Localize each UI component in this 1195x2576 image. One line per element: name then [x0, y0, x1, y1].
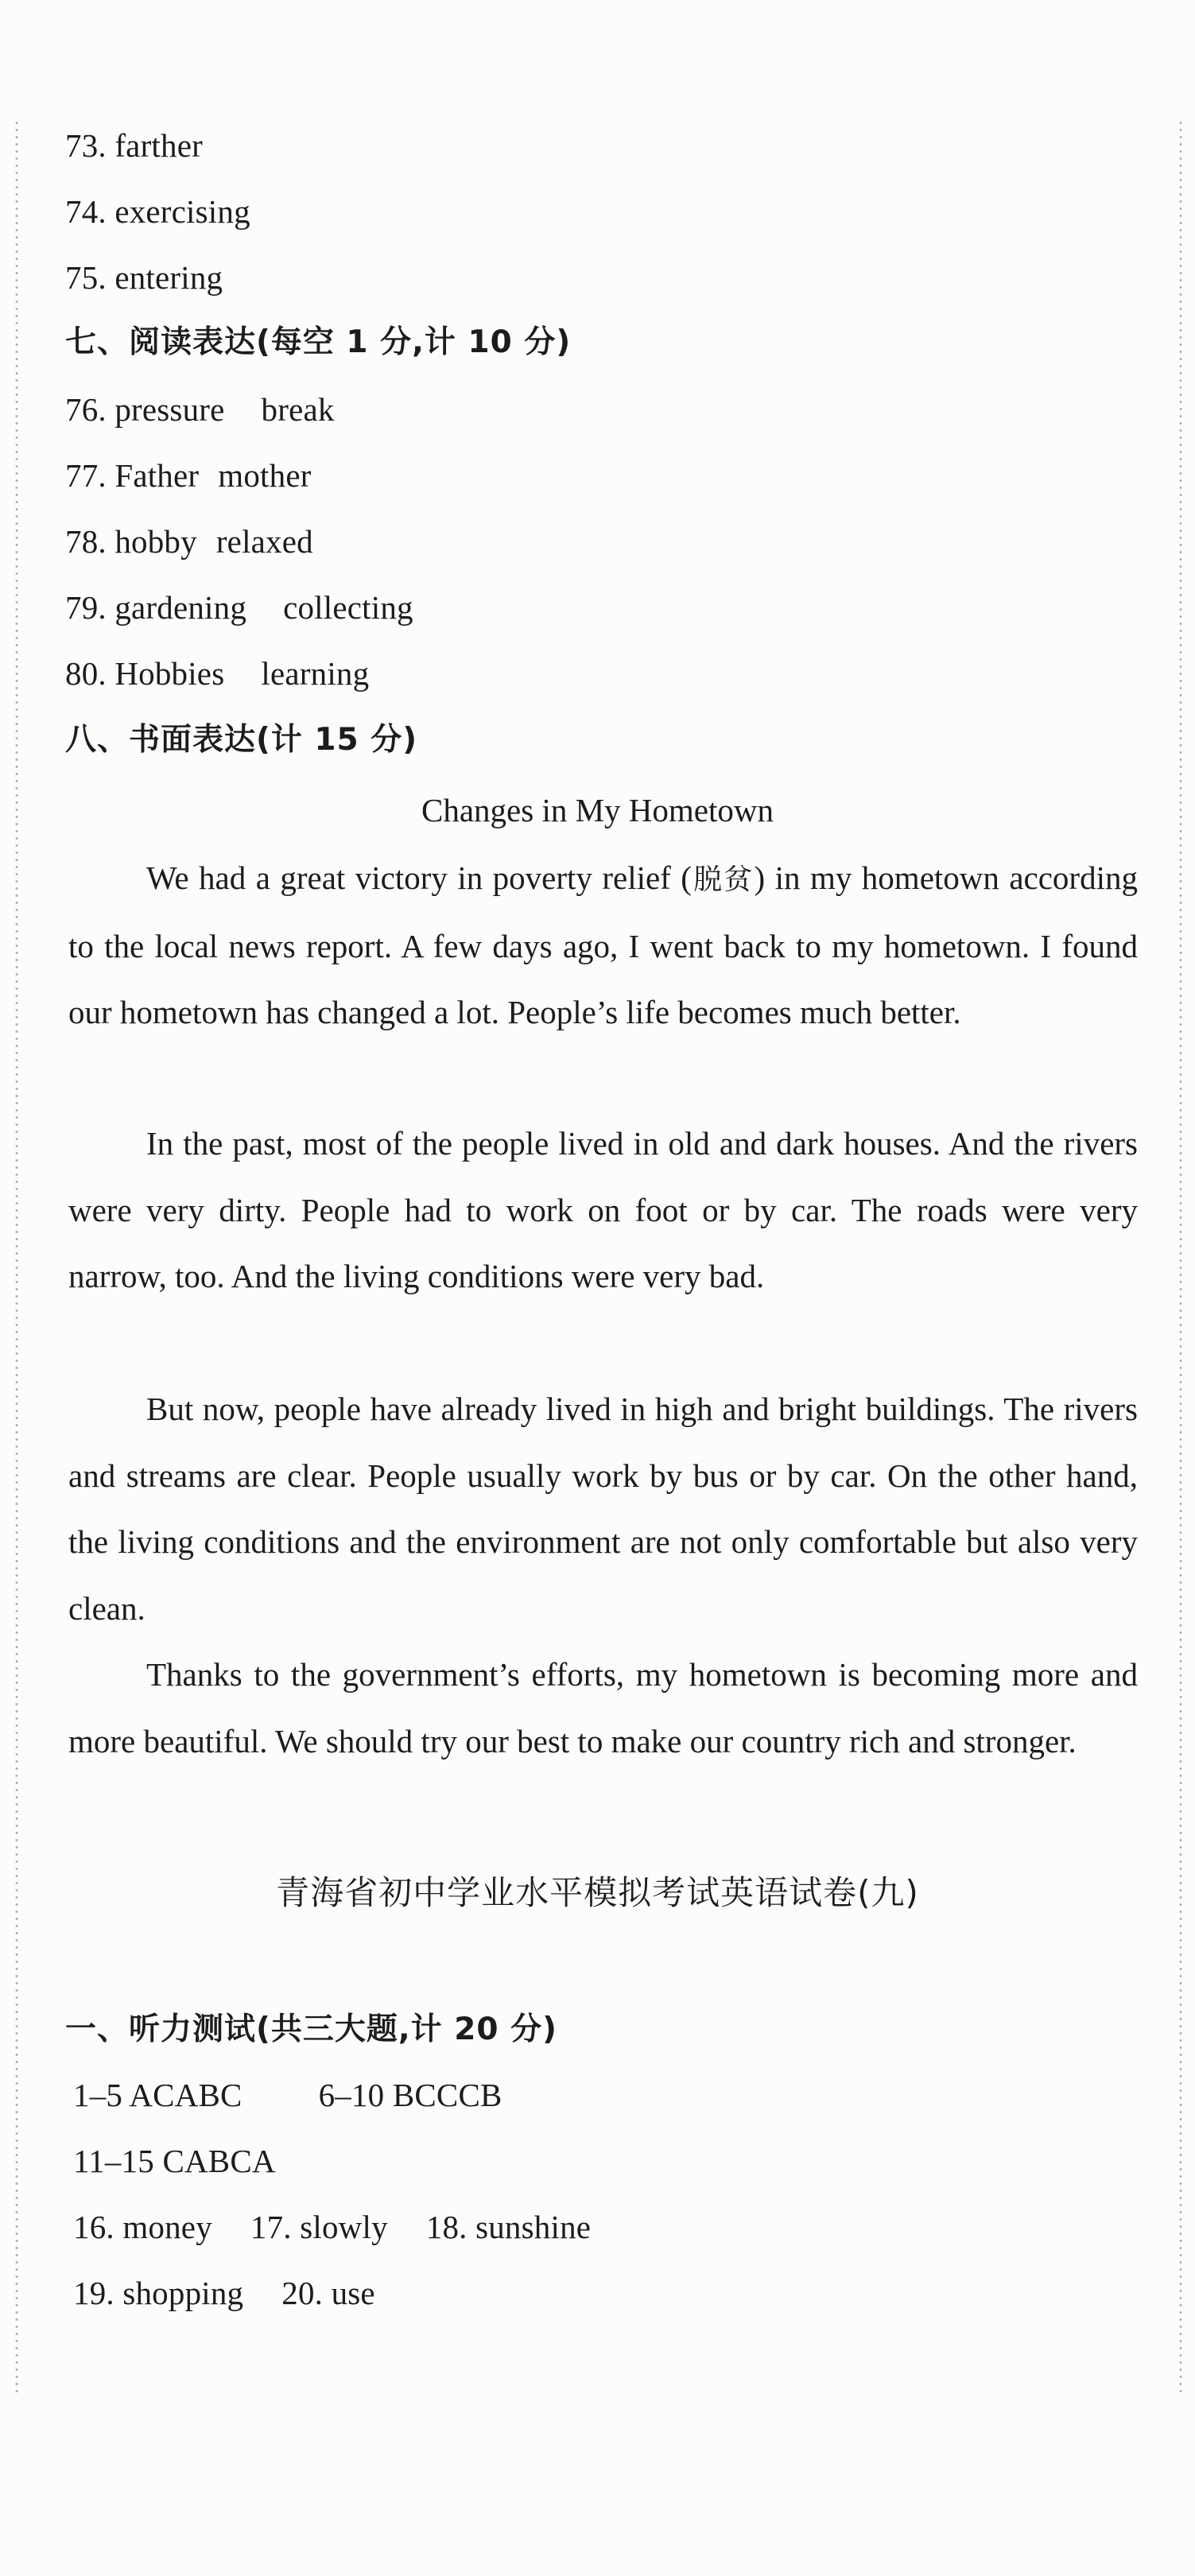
listening-answers-19-20: 19. shopping 20. use — [73, 2275, 375, 2311]
answer-line-79: 79. gardening collecting — [65, 589, 413, 626]
essay-title: Changes in My Hometown — [421, 792, 774, 828]
answer-line-80: 80. Hobbies learning — [65, 655, 370, 692]
listening-answers-11-15: 11–15 CABCA — [73, 2143, 276, 2179]
answer-line-75: 75. entering — [65, 259, 223, 296]
answer-line-76: 76. pressure break — [65, 391, 335, 428]
listening-answers-16-18: 16. money 17. slowly 18. sunshine — [73, 2209, 592, 2245]
essay-paragraph-4: Thanks to the government’s efforts, my hometown is becoming more and more beautiful. We should try our best to make our country rich and stronger. — [68, 1656, 1138, 1759]
answer-line-74: 74. exercising — [65, 193, 250, 230]
listening-answers-1-10: 1–5 ACABC 6–10 BCCCB — [73, 2077, 502, 2113]
section-7-heading: 七、阅读表达(每空 1 分,计 10 分) — [65, 324, 572, 360]
listening-section-heading: 一、听力测试(共三大题,计 20 分) — [65, 2012, 557, 2047]
right-perforation-border — [1178, 119, 1183, 2393]
section-8-heading: 八、书面表达(计 15 分) — [65, 722, 418, 758]
essay-paragraph-2: In the past, most of the people lived in old and dark houses. And the rivers were very dirty. People had to work on foot or by car. The roads were very narrow, too. And the living conditions were very bad. — [68, 1125, 1138, 1294]
answer-line-73: 73. farther — [65, 127, 203, 164]
answer-line-77: 77. Father mother — [65, 457, 312, 494]
exam-title: 青海省初中学业水平模拟考试英语试卷(九) — [276, 1873, 919, 1912]
left-perforation-border — [14, 119, 19, 2393]
essay-paragraph-3: But now, people have already lived in high and bright buildings. The rivers and streams are clear. People usually work by bus or by car. On the other hand, the living conditions and the environment are not only comfortable but also very clean. — [68, 1391, 1138, 1627]
answer-line-78: 78. hobby relaxed — [65, 523, 313, 560]
essay-paragraph-1: We had a great victory in poverty relief (脱贫) in my hometown according to the local news report. A few days ago, I went back to my hometown. I found our hometown has changed a lot. People’s life becomes much better. — [68, 859, 1138, 1030]
